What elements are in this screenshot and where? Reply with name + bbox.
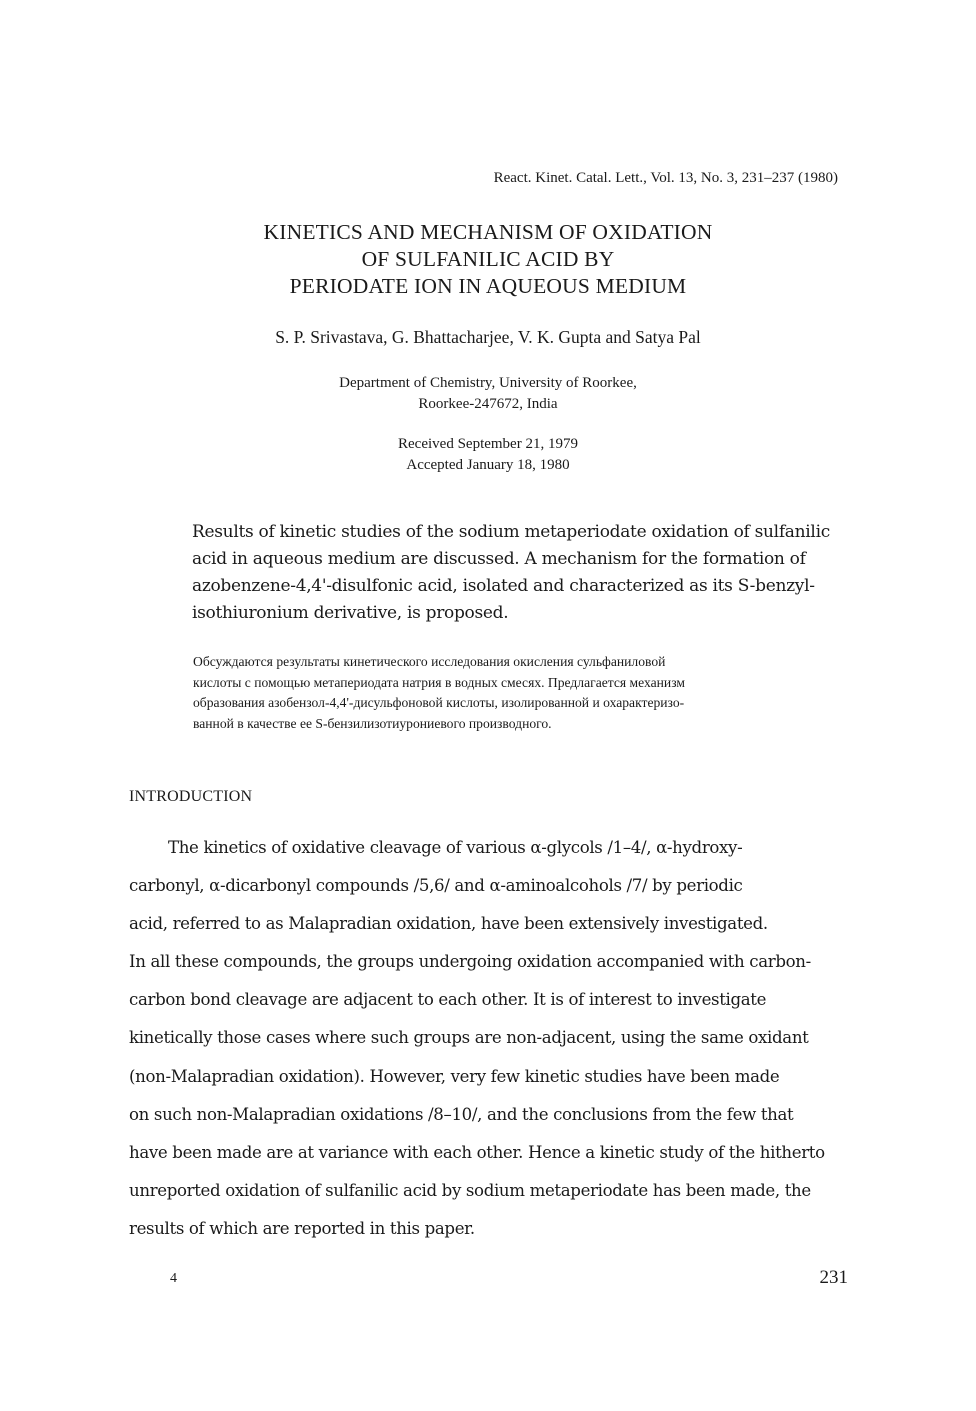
abstract-english — [192, 519, 882, 627]
received-date: Received September 21, 1979 — [398, 436, 578, 452]
journal-citation: React. Kinet. Catal. Lett., Vol. 13, No. 3, 231–237 (1980) — [493, 170, 838, 186]
intro-line-11: results of which are reported in this paper. — [129, 1218, 475, 1238]
intro-line-9: have been made are at variance with each other. Hence a kinetic study of the hitherto — [129, 1142, 825, 1162]
introduction-body — [129, 829, 881, 1248]
submission-dates — [0, 434, 976, 476]
accepted-date: Accepted January 18, 1980 — [406, 457, 570, 473]
abstract-en-line-4: isothiuronium derivative, is proposed. — [192, 603, 509, 623]
affiliation — [0, 373, 976, 415]
abstract-en-line-3: azobenzene-4,4'-disulfonic acid, isolated and characterized as its S-benzyl- — [192, 576, 815, 596]
title-line-3: PERIODATE ION IN AQUEOUS MEDIUM — [289, 274, 687, 298]
author-list: S. P. Srivastava, G. Bhattacharjee, V. K. Gupta and Satya Pal — [275, 327, 701, 347]
page-number: 231 — [819, 1267, 848, 1288]
abstract-russian — [193, 652, 883, 734]
intro-line-4: In all these compounds, the groups undergoing oxidation accompanied with carbon- — [129, 952, 811, 972]
title-line-1: KINETICS AND MECHANISM OF OXIDATION — [263, 220, 713, 244]
abstract-ru-line-2: кислоты с помощью метапериодата натрия в водных смесях. Предлагается механизм — [193, 674, 685, 690]
title-line-2: OF SULFANILIC ACID BY — [361, 247, 615, 271]
abstract-en-line-2: acid in aqueous medium are discussed. A mechanism for the formation of — [192, 549, 806, 569]
intro-line-7: (non-Malapradian oxidation). However, very few kinetic studies have been made — [129, 1066, 780, 1086]
intro-line-2: carbonyl, α-dicarbonyl compounds /5,6/ and α-aminoalcohols /7/ by periodic — [129, 876, 743, 896]
affiliation-line-2: Roorkee-247672, India — [418, 396, 558, 412]
intro-line-1: The kinetics of oxidative cleavage of various α-glycols /1–4/, α-hydroxy- — [168, 838, 743, 857]
intro-line-8: on such non-Malapradian oxidations /8–10/, and the conclusions from the few that — [129, 1104, 794, 1124]
section-heading-introduction: INTRODUCTION — [129, 788, 253, 805]
affiliation-line-1: Department of Chemistry, University of Roorkee, — [339, 375, 637, 391]
abstract-ru-line-1: Обсуждаются результаты кинетического исследования окисления сульфаниловой — [193, 654, 666, 669]
intro-line-10: unreported oxidation of sulfanilic acid by sodium metaperiodate has been made, the — [129, 1180, 811, 1200]
paper-title — [0, 219, 976, 300]
abstract-ru-line-4: ванной в качестве ее S-бензилизотиурониевого производного. — [193, 715, 552, 731]
abstract-en-line-1: Results of kinetic studies of the sodium metaperiodate oxidation of sulfanilic — [192, 522, 830, 542]
signature-mark: 4 — [170, 1271, 177, 1286]
intro-line-5: carbon bond cleavage are adjacent to each other. It is of interest to investigate — [129, 990, 767, 1010]
abstract-ru-line-3: образования азобензол-4,4'-дисульфоновой кислоты, изолированной и охарактеризо- — [193, 695, 685, 710]
intro-line-3: acid, referred to as Malapradian oxidation, have been extensively investigated. — [129, 914, 768, 934]
intro-line-6: kinetically those cases where such groups are non-adjacent, using the same oxidant — [129, 1028, 809, 1048]
